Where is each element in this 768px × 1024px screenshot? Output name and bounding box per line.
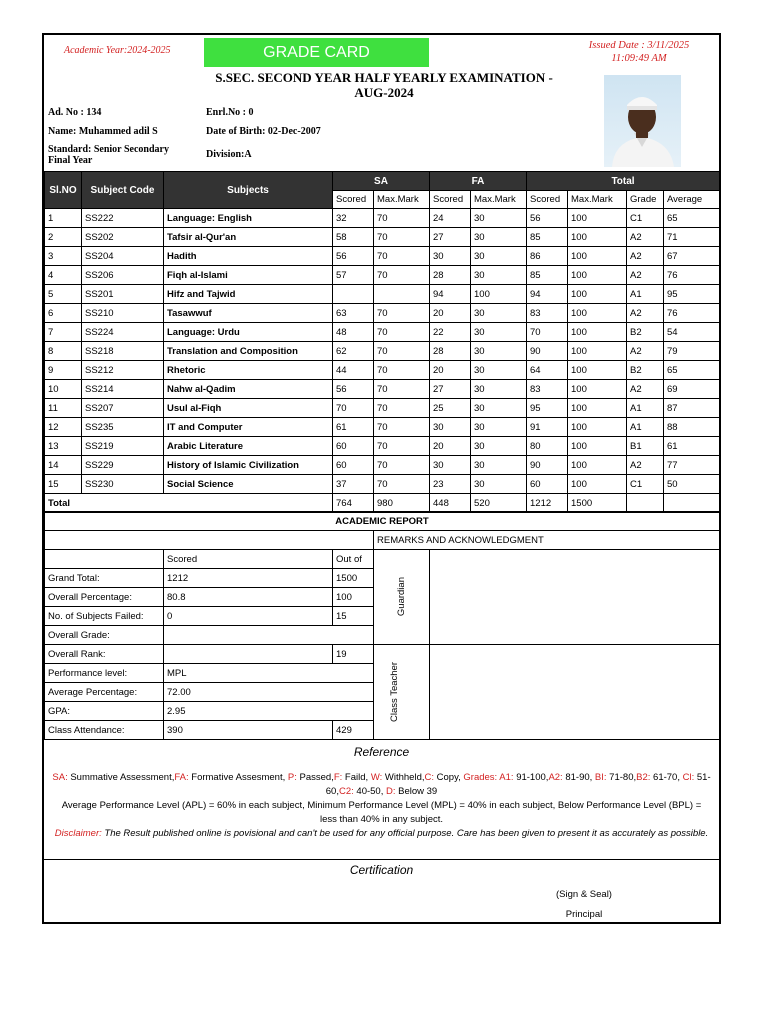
cell-fa-max: 30	[471, 304, 527, 323]
cell-grade: A2	[627, 342, 664, 361]
cell-fa-max: 30	[471, 266, 527, 285]
cell-fa-scored: 20	[430, 437, 471, 456]
cell-sa-scored: 70	[333, 399, 374, 418]
cell-slno: 7	[45, 323, 82, 342]
cell-sa-max: 70	[374, 228, 430, 247]
report-outof: 15	[333, 607, 374, 626]
cell-subject-name: Language: English	[164, 209, 333, 228]
total-row	[45, 494, 720, 513]
report-label: Average Percentage:	[45, 683, 164, 702]
cell-average: 65	[664, 361, 720, 380]
guardian-label: Guardian	[396, 577, 407, 617]
report-scored: 0	[164, 607, 333, 626]
cell-total-scored: 83	[527, 380, 568, 399]
sign-and-seal: (Sign & Seal)	[556, 889, 612, 900]
guardian-cell	[374, 550, 430, 645]
standard: Standard: Senior Secondary Final Year	[48, 144, 169, 166]
cell-grade: A2	[627, 266, 664, 285]
cell-total-scored: 85	[527, 266, 568, 285]
disclaimer-label: Disclaimer:	[54, 828, 102, 839]
card-title: GRADE CARD	[204, 38, 429, 67]
cell-sa-scored	[333, 285, 374, 304]
certification-divider	[44, 859, 719, 860]
cell-fa-scored: 20	[430, 304, 471, 323]
cell-subject-name: Arabic Literature	[164, 437, 333, 456]
total-scored: 1212	[527, 494, 568, 513]
cell-slno: 14	[45, 456, 82, 475]
principal-label: Principal	[565, 909, 603, 920]
table-row	[45, 456, 720, 475]
legend-key: SA:	[52, 772, 68, 783]
date-of-birth: Date of Birth: 02-Dec-2007	[206, 126, 321, 137]
cell-total-max: 100	[568, 399, 627, 418]
cell-total-scored: 86	[527, 247, 568, 266]
student-photo	[604, 75, 681, 167]
cell-slno: 6	[45, 304, 82, 323]
legend-value: Below 39	[395, 786, 438, 797]
cell-subject-code: SS212	[82, 361, 164, 380]
report-label: Overall Rank:	[45, 645, 164, 664]
cell-total-max: 100	[568, 361, 627, 380]
col-subjects: Subjects	[164, 172, 333, 209]
cell-fa-scored: 20	[430, 361, 471, 380]
cell-fa-scored: 24	[430, 209, 471, 228]
legend-key: P:	[287, 772, 297, 783]
cell-subject-name: Rhetoric	[164, 361, 333, 380]
legend-value: Copy,	[434, 772, 464, 783]
cell-slno: 12	[45, 418, 82, 437]
marks-table	[44, 171, 720, 513]
cell-sa-max: 70	[374, 475, 430, 494]
class-teacher-label: Class Teacher	[388, 661, 400, 723]
cell-subject-code: SS218	[82, 342, 164, 361]
legend-key: W:	[370, 772, 383, 783]
marks-header-row	[45, 172, 720, 191]
report-label: Overall Grade:	[45, 626, 164, 645]
report-outof: 100	[333, 588, 374, 607]
report-scored: MPL	[164, 664, 374, 683]
certification-title: Certification	[349, 863, 414, 877]
table-row	[45, 323, 720, 342]
cell-sa-scored: 62	[333, 342, 374, 361]
cell-grade: A2	[627, 456, 664, 475]
cell-fa-max: 30	[471, 342, 527, 361]
cell-grade: A2	[627, 380, 664, 399]
cell-fa-scored: 94	[430, 285, 471, 304]
cell-subject-name: Tafsir al-Qur'an	[164, 228, 333, 247]
legend-value: 51-60,	[325, 772, 711, 797]
cell-fa-max: 30	[471, 437, 527, 456]
cell-average: 87	[664, 399, 720, 418]
cell-slno: 15	[45, 475, 82, 494]
cell-sa-max: 70	[374, 247, 430, 266]
col-fa: FA	[430, 172, 527, 191]
table-row	[45, 437, 720, 456]
grade-head: Grade	[627, 191, 664, 209]
cell-total-max: 100	[568, 418, 627, 437]
cell-total-scored: 90	[527, 342, 568, 361]
report-scored	[164, 645, 333, 664]
cell-fa-max: 30	[471, 361, 527, 380]
table-row	[45, 228, 720, 247]
cell-fa-max: 30	[471, 418, 527, 437]
cell-average: 71	[664, 228, 720, 247]
cell-fa-scored: 22	[430, 323, 471, 342]
cell-total-max: 100	[568, 247, 627, 266]
col-sa: SA	[333, 172, 430, 191]
cell-sa-scored: 61	[333, 418, 374, 437]
reference-levels: Average Performance Level (APL) = 60% in each subject, Minimum Performance Level (MPL) = 40% in each subject, Below Performance Level (BPL) = less than 40% in any subject.	[61, 800, 702, 825]
report-outof: 1500	[333, 569, 374, 588]
cell-subject-name: Usul al-Fiqh	[164, 399, 333, 418]
cell-subject-code: SS202	[82, 228, 164, 247]
cell-total-max: 100	[568, 266, 627, 285]
cell-average: 67	[664, 247, 720, 266]
report-label: No. of Subjects Failed:	[45, 607, 164, 626]
cell-total-scored: 94	[527, 285, 568, 304]
table-row	[45, 304, 720, 323]
table-row	[45, 361, 720, 380]
cell-total-max: 100	[568, 304, 627, 323]
table-row	[45, 342, 720, 361]
legend-key: FA:	[174, 772, 189, 783]
cell-total-max: 100	[568, 437, 627, 456]
cell-fa-scored: 25	[430, 399, 471, 418]
cell-sa-max: 70	[374, 266, 430, 285]
cell-total-scored: 80	[527, 437, 568, 456]
total-fa-max: 520	[471, 494, 527, 513]
remarks-title: REMARKS AND ACKNOWLEDGMENT	[374, 531, 720, 550]
cell-average: 95	[664, 285, 720, 304]
cell-grade: B2	[627, 361, 664, 380]
cell-average: 76	[664, 304, 720, 323]
guardian-signature-area	[430, 550, 720, 645]
cell-sa-max: 70	[374, 418, 430, 437]
table-row	[45, 209, 720, 228]
cell-fa-scored: 30	[430, 247, 471, 266]
table-row	[45, 285, 720, 304]
student-name: Name: Muhammed adil S	[48, 126, 158, 137]
cell-fa-max: 30	[471, 475, 527, 494]
cell-total-scored: 56	[527, 209, 568, 228]
legend-key: B2:	[636, 772, 651, 783]
issued-date	[564, 39, 714, 65]
report-header-row	[45, 550, 720, 569]
cell-sa-max	[374, 285, 430, 304]
cell-sa-max: 70	[374, 437, 430, 456]
cell-subject-name: Language: Urdu	[164, 323, 333, 342]
cell-total-scored: 83	[527, 304, 568, 323]
legend-value: 71-80,	[606, 772, 637, 783]
cell-total-max: 100	[568, 380, 627, 399]
cell-sa-max: 70	[374, 380, 430, 399]
cell-sa-max: 70	[374, 399, 430, 418]
cell-sa-max: 70	[374, 323, 430, 342]
cell-total-max: 100	[568, 342, 627, 361]
cell-sa-max: 70	[374, 361, 430, 380]
cell-sa-scored: 56	[333, 247, 374, 266]
total-max-head: Max.Mark	[568, 191, 627, 209]
enrl-no: Enrl.No : 0	[206, 107, 254, 118]
cell-total-scored: 95	[527, 399, 568, 418]
cell-subject-name: Social Science	[164, 475, 333, 494]
legend-value: Faild,	[342, 772, 371, 783]
col-slno: Sl.NO	[45, 172, 82, 209]
cell-subject-name: Tasawwuf	[164, 304, 333, 323]
cell-subject-name: Nahw al-Qadim	[164, 380, 333, 399]
legend-key: Grades: A1:	[463, 772, 514, 783]
cell-fa-max: 100	[471, 285, 527, 304]
cell-total-max: 100	[568, 456, 627, 475]
legend-value: 40-50,	[353, 786, 386, 797]
cell-subject-code: SS207	[82, 399, 164, 418]
academic-year: Academic Year:2024-2025	[64, 45, 171, 56]
cell-subject-code: SS235	[82, 418, 164, 437]
class-teacher-cell	[374, 645, 430, 740]
cell-grade: A1	[627, 418, 664, 437]
cell-fa-scored: 27	[430, 228, 471, 247]
cell-total-max: 100	[568, 323, 627, 342]
cell-grade: B2	[627, 323, 664, 342]
cell-average: 61	[664, 437, 720, 456]
cell-fa-scored: 28	[430, 266, 471, 285]
report-row	[45, 645, 720, 664]
cell-total-scored: 70	[527, 323, 568, 342]
legend-value: Withheld,	[382, 772, 425, 783]
legend-key: BI:	[594, 772, 607, 783]
cell-average: 77	[664, 456, 720, 475]
report-label: Overall Percentage:	[45, 588, 164, 607]
total-sa-max: 980	[374, 494, 430, 513]
col-total: Total	[527, 172, 720, 191]
cell-subject-code: SS224	[82, 323, 164, 342]
student-photo-image	[604, 75, 681, 167]
remarks-title-row	[45, 531, 720, 550]
cell-subject-code: SS210	[82, 304, 164, 323]
legend-value: 91-100,	[513, 772, 549, 783]
report-scored: 80.8	[164, 588, 333, 607]
cell-sa-scored: 57	[333, 266, 374, 285]
cell-sa-scored: 56	[333, 380, 374, 399]
cell-sa-max: 70	[374, 209, 430, 228]
cell-total-max: 100	[568, 228, 627, 247]
total-scored-head: Scored	[527, 191, 568, 209]
cell-total-max: 100	[568, 475, 627, 494]
legend-value: 81-90,	[562, 772, 595, 783]
ad-no: Ad. No : 134	[48, 107, 102, 118]
cell-slno: 8	[45, 342, 82, 361]
cell-grade: A2	[627, 247, 664, 266]
cell-subject-name: Hifz and Tajwid	[164, 285, 333, 304]
legend-key: Cl:	[682, 772, 695, 783]
report-scored: 390	[164, 721, 333, 740]
cell-average: 79	[664, 342, 720, 361]
cell-grade: B1	[627, 437, 664, 456]
cell-fa-max: 30	[471, 323, 527, 342]
cell-subject-code: SS230	[82, 475, 164, 494]
cell-slno: 1	[45, 209, 82, 228]
table-row	[45, 247, 720, 266]
table-row	[45, 475, 720, 494]
cell-slno: 11	[45, 399, 82, 418]
cell-sa-scored: 58	[333, 228, 374, 247]
cell-sa-max: 70	[374, 304, 430, 323]
legend-value: Formative Assesment,	[188, 772, 288, 783]
report-label: GPA:	[45, 702, 164, 721]
cell-fa-max: 30	[471, 209, 527, 228]
legend-value: Passed,	[296, 772, 334, 783]
cell-subject-code: SS206	[82, 266, 164, 285]
cell-average: 54	[664, 323, 720, 342]
total-sa-scored: 764	[333, 494, 374, 513]
cell-slno: 13	[45, 437, 82, 456]
cell-slno: 4	[45, 266, 82, 285]
legend-key: C2:	[338, 786, 354, 797]
legend-key: A2:	[548, 772, 563, 783]
reference-legend	[52, 771, 711, 799]
cell-sa-max: 70	[374, 342, 430, 361]
cell-sa-scored: 63	[333, 304, 374, 323]
cell-grade: A2	[627, 304, 664, 323]
division: Division:A	[206, 149, 252, 160]
report-scored: 1212	[164, 569, 333, 588]
cell-subject-name: IT and Computer	[164, 418, 333, 437]
total-label: Total	[45, 494, 333, 513]
report-scored	[164, 626, 374, 645]
cell-fa-scored: 30	[430, 456, 471, 475]
cell-average: 69	[664, 380, 720, 399]
col-subject-code: Subject Code	[82, 172, 164, 209]
total-fa-scored: 448	[430, 494, 471, 513]
table-row	[45, 418, 720, 437]
report-label: Grand Total:	[45, 569, 164, 588]
cell-fa-scored: 30	[430, 418, 471, 437]
cell-total-scored: 90	[527, 456, 568, 475]
cell-sa-scored: 48	[333, 323, 374, 342]
cell-subject-code: SS214	[82, 380, 164, 399]
fa-scored-head: Scored	[430, 191, 471, 209]
cell-total-scored: 64	[527, 361, 568, 380]
cell-sa-scored: 37	[333, 475, 374, 494]
remarks-spacer	[45, 531, 374, 550]
cell-total-max: 100	[568, 209, 627, 228]
sa-max-head: Max.Mark	[374, 191, 430, 209]
academic-report-title: ACADEMIC REPORT	[45, 512, 720, 531]
cell-sa-max: 70	[374, 456, 430, 475]
reference-body	[52, 771, 711, 841]
legend-key: C:	[424, 772, 434, 783]
issued-time-text: 11:09:49 AM	[611, 53, 667, 64]
table-row	[45, 266, 720, 285]
report-scored: 72.00	[164, 683, 374, 702]
teacher-signature-area	[430, 645, 720, 740]
cell-grade: A1	[627, 285, 664, 304]
report-outof-head: Out of	[333, 550, 374, 569]
report-label-head	[45, 550, 164, 569]
cell-grade: A2	[627, 228, 664, 247]
cell-slno: 10	[45, 380, 82, 399]
table-row	[45, 380, 720, 399]
cell-slno: 5	[45, 285, 82, 304]
cell-slno: 2	[45, 228, 82, 247]
cell-sa-scored: 32	[333, 209, 374, 228]
fa-max-head: Max.Mark	[471, 191, 527, 209]
cell-fa-max: 30	[471, 456, 527, 475]
academic-report-table	[44, 511, 720, 740]
legend-key: F:	[333, 772, 343, 783]
issued-date-text: Issued Date : 3/11/2025	[588, 40, 690, 51]
disclaimer	[52, 827, 711, 841]
legend-value: 61-70,	[650, 772, 683, 783]
cell-sa-scored: 60	[333, 437, 374, 456]
cell-average: 50	[664, 475, 720, 494]
cell-fa-max: 30	[471, 399, 527, 418]
cell-subject-name: History of Islamic Civilization	[164, 456, 333, 475]
cell-total-scored: 91	[527, 418, 568, 437]
sa-scored-head: Scored	[333, 191, 374, 209]
cell-total-max: 100	[568, 285, 627, 304]
cell-average: 76	[664, 266, 720, 285]
cell-fa-scored: 23	[430, 475, 471, 494]
report-outof: 429	[333, 721, 374, 740]
disclaimer-text: The Result published online is povisional and can't be used for any official purpose. Care has been given to present it as accurately as possible.	[101, 828, 709, 839]
report-scored-head: Scored	[164, 550, 333, 569]
total-grade	[627, 494, 664, 513]
cell-fa-scored: 28	[430, 342, 471, 361]
table-row	[45, 399, 720, 418]
reference-title: Reference	[353, 745, 410, 759]
report-scored: 2.95	[164, 702, 374, 721]
average-head: Average	[664, 191, 720, 209]
cell-fa-max: 30	[471, 247, 527, 266]
report-outof: 19	[333, 645, 374, 664]
report-label: Performance level:	[45, 664, 164, 683]
cell-fa-scored: 27	[430, 380, 471, 399]
legend-value: Summative Assessment,	[67, 772, 175, 783]
grade-card	[42, 33, 721, 924]
cell-subject-name: Fiqh al-Islami	[164, 266, 333, 285]
total-average	[664, 494, 720, 513]
cell-total-scored: 85	[527, 228, 568, 247]
cell-sa-scored: 44	[333, 361, 374, 380]
cell-grade: C1	[627, 209, 664, 228]
cell-subject-name: Translation and Composition	[164, 342, 333, 361]
cell-grade: A1	[627, 399, 664, 418]
cell-average: 88	[664, 418, 720, 437]
cell-fa-max: 30	[471, 228, 527, 247]
cell-subject-code: SS204	[82, 247, 164, 266]
cell-grade: C1	[627, 475, 664, 494]
exam-title: S.SEC. SECOND YEAR HALF YEARLY EXAMINATION - AUG-2024	[215, 70, 553, 100]
report-label: Class Attendance:	[45, 721, 164, 740]
cell-slno: 9	[45, 361, 82, 380]
cell-subject-name: Hadith	[164, 247, 333, 266]
cell-subject-code: SS201	[82, 285, 164, 304]
total-max: 1500	[568, 494, 627, 513]
cell-average: 65	[664, 209, 720, 228]
cell-slno: 3	[45, 247, 82, 266]
cell-subject-code: SS219	[82, 437, 164, 456]
cell-subject-code: SS222	[82, 209, 164, 228]
cell-total-scored: 60	[527, 475, 568, 494]
cell-fa-max: 30	[471, 380, 527, 399]
academic-report-title-row	[45, 512, 720, 531]
legend-key: D:	[386, 786, 396, 797]
cell-subject-code: SS229	[82, 456, 164, 475]
cell-sa-scored: 60	[333, 456, 374, 475]
